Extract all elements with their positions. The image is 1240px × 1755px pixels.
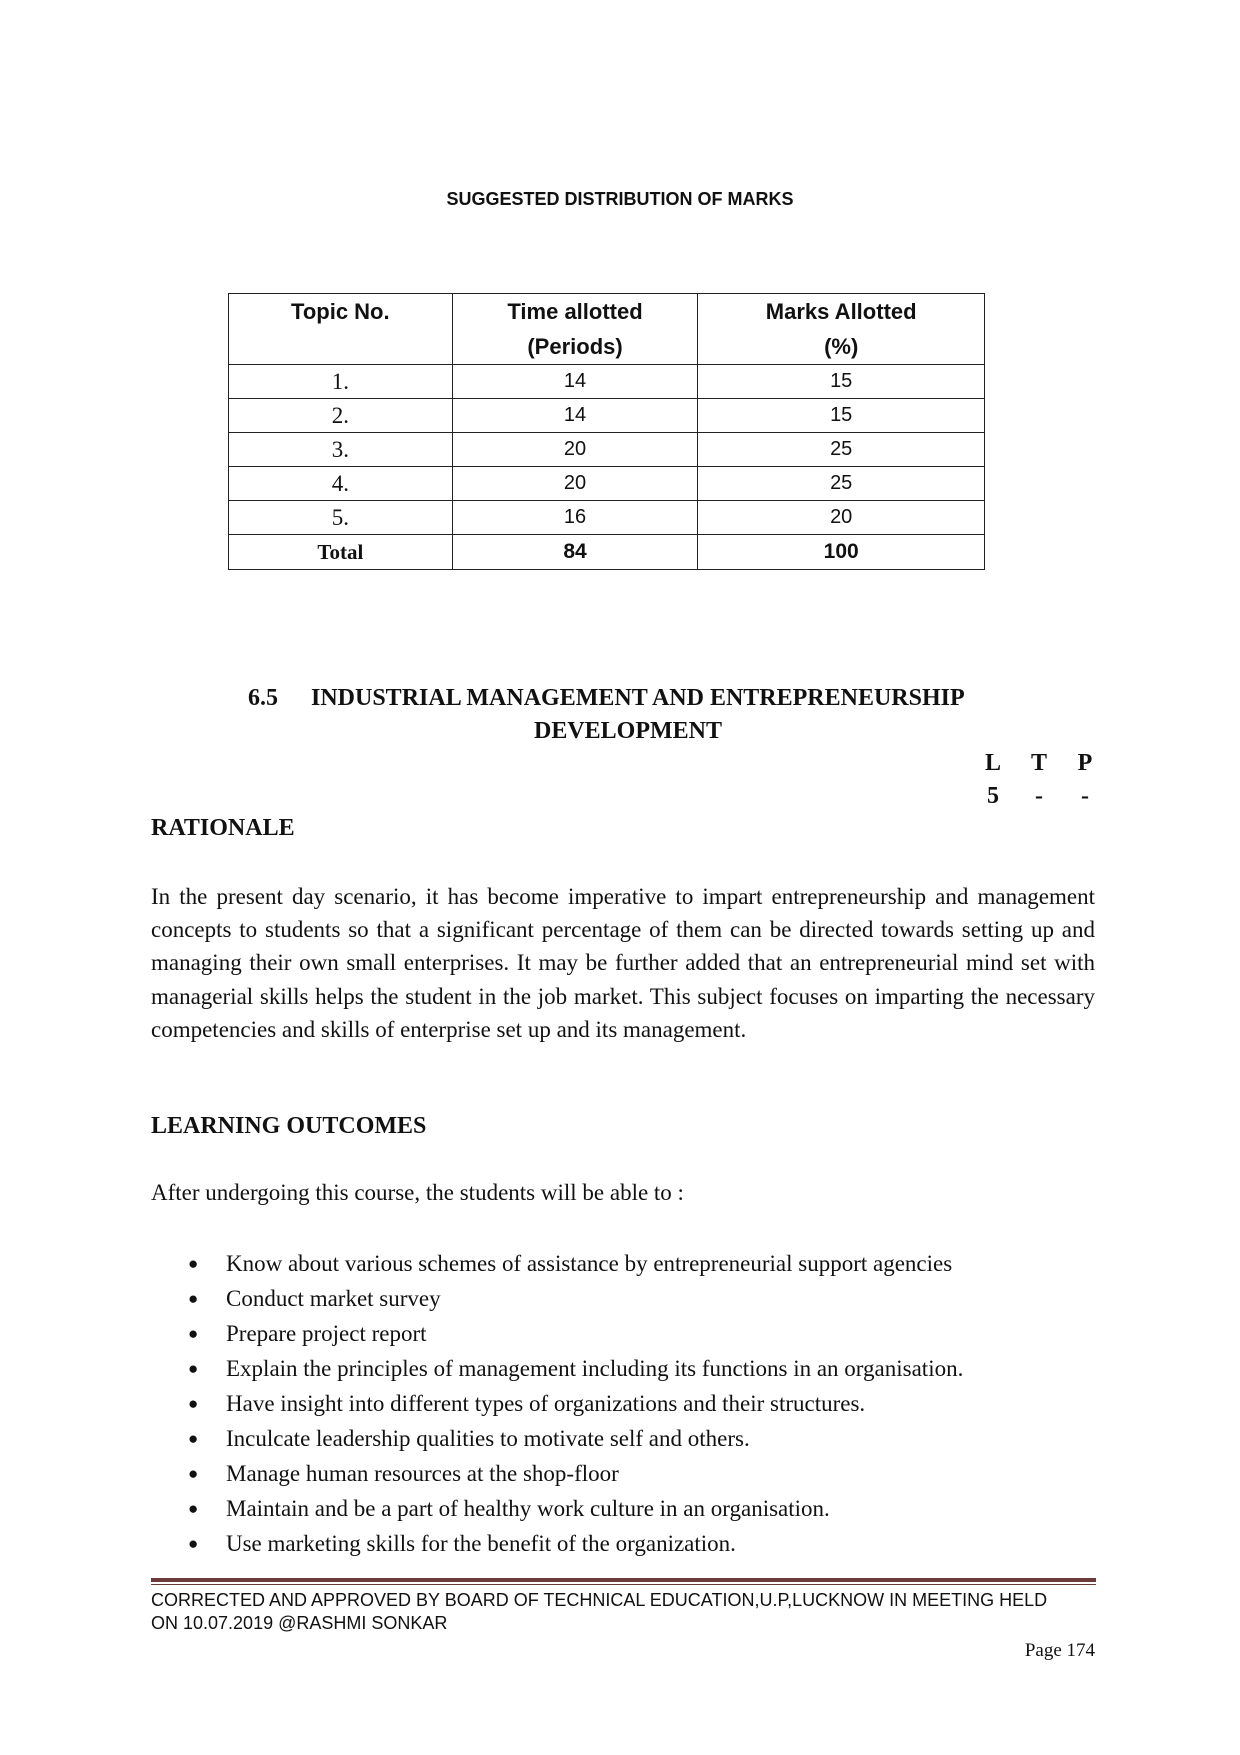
page-number: Page 174 xyxy=(1024,1640,1095,1661)
section-number: 6.5 xyxy=(248,685,278,711)
header-marks-line1: Marks Allotted xyxy=(765,299,917,324)
list-item xyxy=(151,1386,1101,1421)
list-item-text: Use marketing skills for the benefit of the organization. xyxy=(226,1531,736,1556)
ltp-p-header: P xyxy=(1077,750,1093,776)
list-item-text: Prepare project report xyxy=(226,1321,427,1346)
header-marks-line2: (%) xyxy=(824,334,859,359)
rationale-heading: RATIONALE xyxy=(151,815,295,841)
marks-cell: 25 xyxy=(698,467,985,501)
section-title-line2: DEVELOPMENT xyxy=(533,718,722,744)
topic-cell: 3. xyxy=(229,433,453,467)
time-cell: 16 xyxy=(452,501,698,535)
list-item xyxy=(151,1526,1101,1561)
total-row xyxy=(229,535,985,570)
ltp-t-value: - xyxy=(1035,783,1043,809)
footer-divider-thin xyxy=(151,1584,1096,1585)
bullet-icon: ● xyxy=(188,1534,199,1553)
list-item-text: Manage human resources at the shop-floor xyxy=(226,1461,619,1486)
learning-outcomes-intro: After undergoing this course, the students will be able to : xyxy=(151,1180,684,1205)
bullet-icon: ● xyxy=(188,1359,199,1378)
bullet-icon: ● xyxy=(188,1394,199,1413)
ltp-p-value: - xyxy=(1081,783,1089,809)
ltp-value-row xyxy=(970,780,1108,813)
list-item-text: Have insight into different types of organizations and their structures. xyxy=(226,1391,866,1416)
list-item-text: Explain the principles of management including its functions in an organisation. xyxy=(226,1356,964,1381)
total-time: 84 xyxy=(452,535,698,570)
list-item xyxy=(151,1456,1101,1491)
bullet-icon: ● xyxy=(188,1289,199,1308)
header-time-line2: (Periods) xyxy=(527,334,623,359)
ltp-l-header: L xyxy=(984,750,1001,776)
table-row xyxy=(229,365,985,399)
section-title-line1: INDUSTRIAL MANAGEMENT AND ENTREPRENEURSHIP xyxy=(311,685,965,711)
total-label: Total xyxy=(229,535,453,570)
total-marks: 100 xyxy=(698,535,985,570)
time-cell: 20 xyxy=(452,433,698,467)
marks-cell: 20 xyxy=(698,501,985,535)
ltp-l-value: 5 xyxy=(987,783,999,809)
table-row xyxy=(229,501,985,535)
marks-distribution-table xyxy=(228,293,985,570)
list-item-text: Inculcate leadership qualities to motivate self and others. xyxy=(226,1426,750,1451)
table-row xyxy=(229,467,985,501)
bullet-icon: ● xyxy=(188,1254,199,1273)
list-item xyxy=(151,1351,1101,1386)
bullet-icon: ● xyxy=(188,1324,199,1343)
list-item-text: Maintain and be a part of healthy work culture in an organisation. xyxy=(226,1496,830,1521)
header-topic-no xyxy=(229,294,453,365)
footer-line1: CORRECTED AND APPROVED BY BOARD OF TECHNICAL EDUCATION,U.P,LUCKNOW IN MEETING HELD xyxy=(151,1590,1048,1610)
section-heading xyxy=(248,682,1008,748)
list-item xyxy=(151,1421,1101,1456)
time-cell: 20 xyxy=(452,467,698,501)
table-row xyxy=(229,433,985,467)
table-header-row xyxy=(229,294,985,365)
topic-cell: 4. xyxy=(229,467,453,501)
ltp-table xyxy=(970,747,1108,813)
header-time-line1: Time allotted xyxy=(507,299,643,324)
list-item-text: Conduct market survey xyxy=(226,1286,441,1311)
marks-cell: 15 xyxy=(698,365,985,399)
table-row xyxy=(229,399,985,433)
list-item xyxy=(151,1316,1101,1351)
bullet-icon: ● xyxy=(188,1429,199,1448)
list-item xyxy=(151,1491,1101,1526)
learning-outcomes-heading: LEARNING OUTCOMES xyxy=(151,1113,427,1139)
bullet-icon: ● xyxy=(188,1499,199,1518)
marks-cell: 15 xyxy=(698,399,985,433)
header-topic-line1: Topic No. xyxy=(291,299,390,324)
learning-outcomes-list xyxy=(151,1246,1101,1561)
ltp-header-row xyxy=(970,747,1108,780)
ltp-t-header: T xyxy=(1030,750,1047,776)
footer-line2: ON 10.07.2019 @RASHMI SONKAR xyxy=(151,1613,448,1633)
list-item xyxy=(151,1246,1101,1281)
header-marks-allotted xyxy=(698,294,985,365)
topic-cell: 5. xyxy=(229,501,453,535)
footer-divider-thick xyxy=(151,1578,1096,1582)
list-item-text: Know about various schemes of assistance by entrepreneurial support agencies xyxy=(226,1251,953,1276)
topic-cell: 1. xyxy=(229,365,453,399)
rationale-paragraph: In the present day scenario, it has become imperative to impart entrepreneurship and management concepts to students so that a significant percentage of them can be directed towards setting up and managing their own small enterprises. It may be further added that an entrepreneurial mind set with managerial skills helps the student in the job market. This subject focuses on imparting the necessary competencies and skills of enterprise set up and its management. xyxy=(151,884,1095,1042)
footer-approval-note xyxy=(151,1589,1096,1635)
time-cell: 14 xyxy=(452,399,698,433)
distribution-title: SUGGESTED DISTRIBUTION OF MARKS xyxy=(446,189,794,209)
topic-cell: 2. xyxy=(229,399,453,433)
header-time-allotted xyxy=(452,294,698,365)
time-cell: 14 xyxy=(452,365,698,399)
bullet-icon: ● xyxy=(188,1464,199,1483)
marks-cell: 25 xyxy=(698,433,985,467)
list-item xyxy=(151,1281,1101,1316)
